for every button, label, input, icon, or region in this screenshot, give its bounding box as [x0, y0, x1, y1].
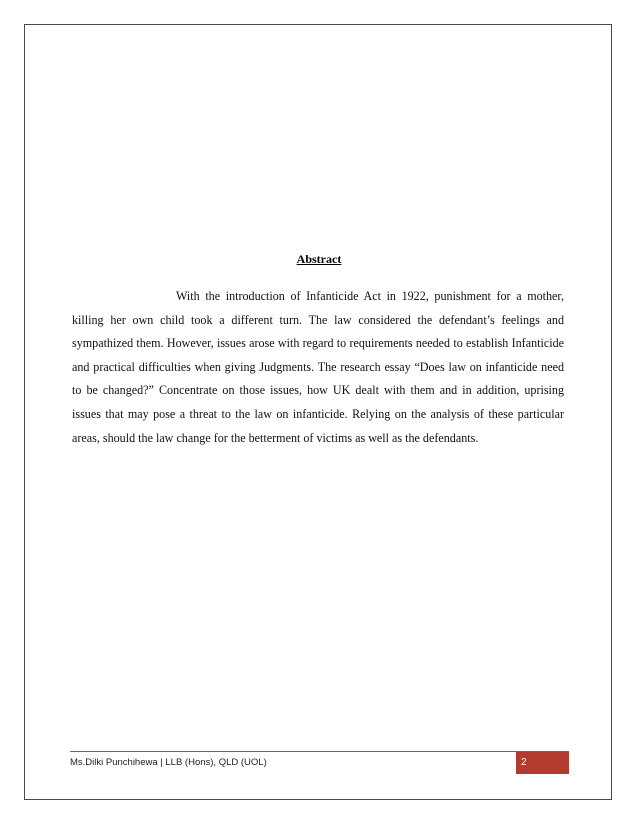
page-footer: [70, 751, 569, 774]
abstract-heading: Abstract: [296, 252, 342, 266]
footer-author-line: Ms.Dilki Punchihewa | LLB (Hons), QLD (UOL): [70, 757, 267, 768]
page-number: 2: [516, 752, 569, 774]
abstract-paragraph: With the introduction of Infanticide Act in 1922, punishment for a mother, killing her own child took a different turn. The law considered the defendant’s feelings and sympathized them. However, issues arose with regard to requirements needed to establish Infanticide and practical difficulties when giving Judgments. The research essay “Does law on infanticide need to be changed?” Concentrate on those issues, how UK dealt with them and in addition, uprising issues that may pose a threat to the law on infanticide. Relying on the analysis of these particular areas, should the law change for the betterment of victims as well as the defendants.: [72, 289, 564, 445]
